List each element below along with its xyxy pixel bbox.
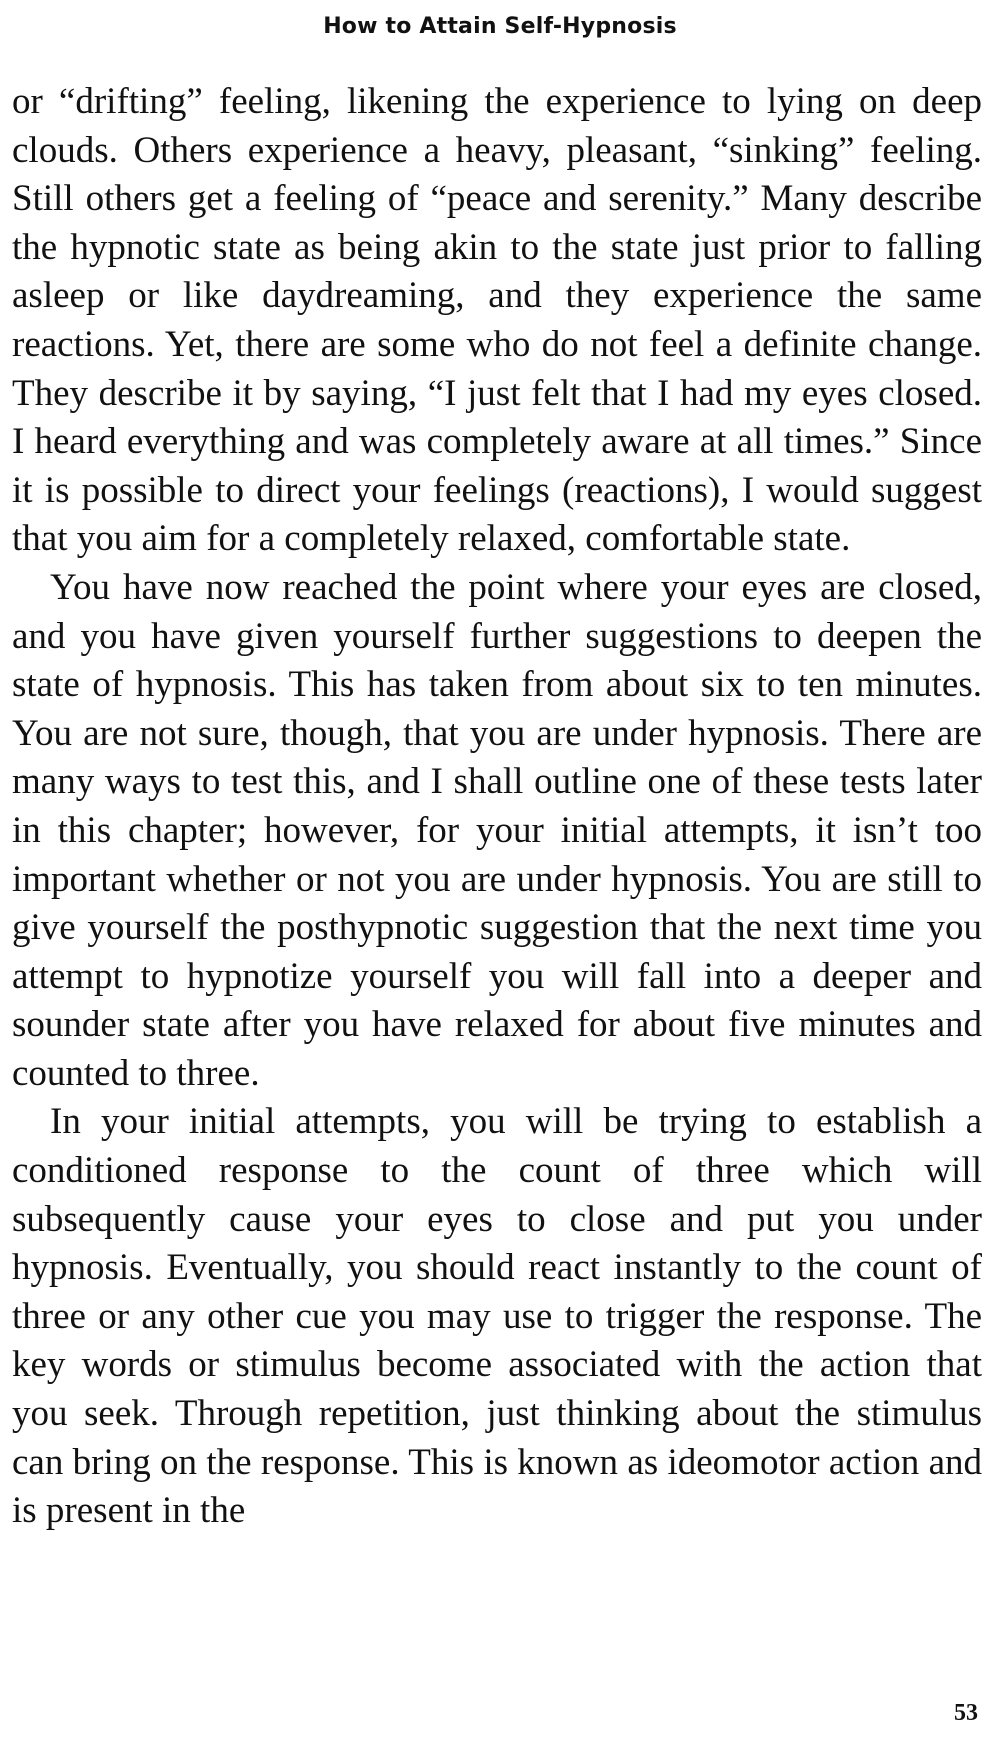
running-head: How to Attain Self-Hypnosis bbox=[323, 14, 677, 39]
paragraph-2: You have now reached the point where your eyes are closed, and you have given yourself further suggestions to deepen the state of hypnosis. This has taken from about six to ten minutes. You are not sure, though, that you are under hypnosis. There are many ways to test this, and I shall outline one of these tests later in this chapter; however, for your initial attempts, it isn’t too important whether or not you are under hypnosis. You are still to give yourself the posthypnotic suggestion that the next time you attempt to hypnotize yourself you will fall into a deeper and sounder state after you have relaxed for about five minutes and counted to three. bbox=[12, 566, 982, 1094]
paragraph-3: In your initial attempts, you will be trying to establish a conditioned response to the count of three which will subsequently cause your eyes to close and put you under hypnosis. Eventually, you should react instantly to the count of three or any other cue you may use to trigger the response. The key words or stimulus become associated with the action that you seek. Through repetition, just thinking about the stimulus can bring on the response. This is known as ideomotor action and is present in the bbox=[12, 1101, 982, 1532]
body-text bbox=[12, 78, 982, 1536]
paragraph-1: or “drifting” feeling, likening the experience to lying on deep clouds. Others experience a heavy, pleasant, “sinking” feeling. Still others get a feeling of “peace and serenity.” Many describe the hypnotic state as being akin to the state just prior to falling asleep or like daydreaming, and they experience the same reactions. Yet, there are some who do not feel a definite change. They describe it by saying, “I just felt that I had my eyes closed. I heard everything and was completely aware at all times.” Since it is possible to direct your feelings (reactions), I would suggest that you aim for a completely relaxed, comfortable state. bbox=[12, 81, 982, 560]
page-number: 53 bbox=[954, 1700, 978, 1726]
